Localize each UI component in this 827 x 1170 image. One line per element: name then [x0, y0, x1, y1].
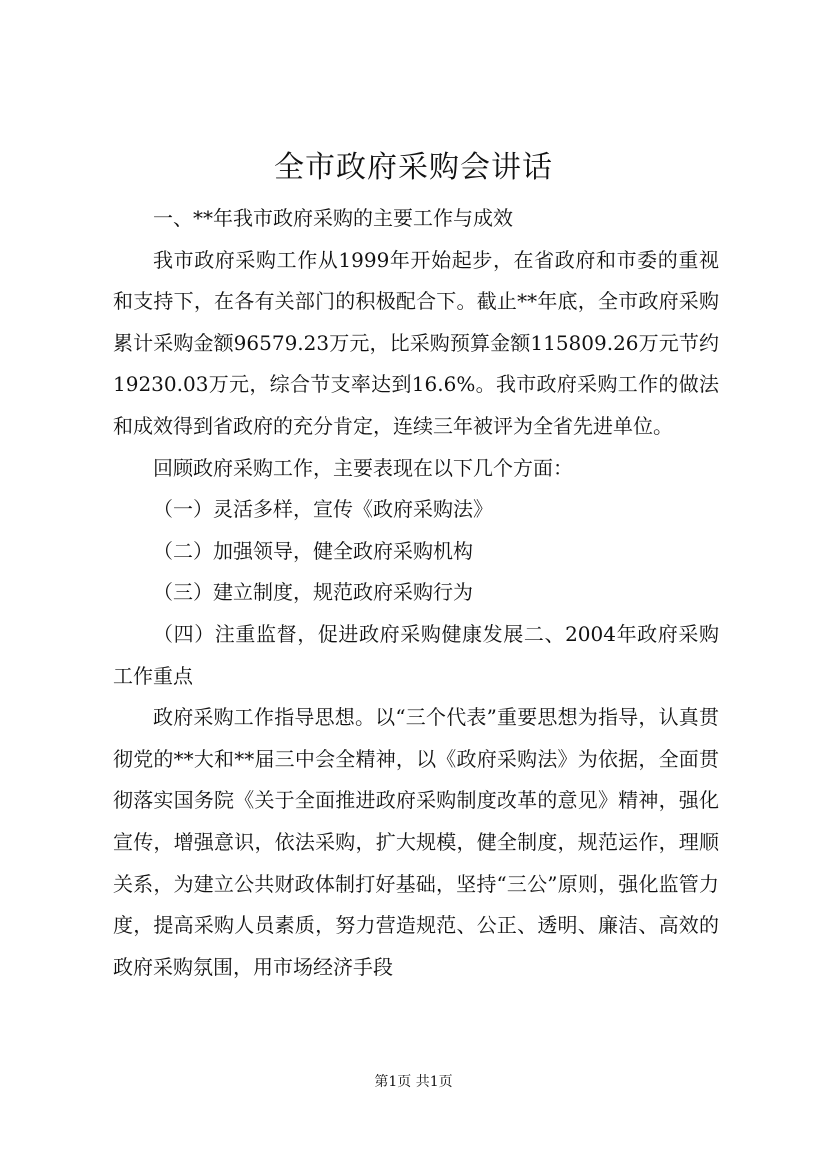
- paragraph-review-intro: 回顾政府采购工作，主要表现在以下几个方面：: [153, 455, 573, 480]
- section-heading-1: 一、**年我市政府采购的主要工作与成效: [153, 206, 513, 230]
- list-item-3: （三）建立制度，规范政府采购行为: [153, 580, 473, 605]
- list-item-2: （二）加强领导，健全政府采购机构: [153, 538, 473, 563]
- page-footer: 第1页 共1页: [374, 1074, 453, 1090]
- paragraph-guiding-thought: 政府采购工作指导思想。以“三个代表”重要思想为指导，认真贯彻党的**大和**届三中会全精神，以《政府采购法》为依据，全面贯彻落实国务院《关于全面推进政府采购制度改革的意见》精神，强化宣传，增强意识，依法采购，扩大规模，健全制度，规范运作，理顺关系，为建立公共财政体制打好基础，坚持“三公”原则，强化监管力度，提高采购人员素质，努力营造规范、公正、透明、廉洁、高效的政府采购氛围，用市场经济手段: [113, 705, 719, 979]
- list-item-1: （一）灵活多样，宣传《政府采购法》: [153, 497, 493, 522]
- document-title: 全市政府采购会讲话: [274, 150, 553, 185]
- document-body: [113, 198, 719, 988]
- paragraph-achievements: 我市政府采购工作从1999年开始起步，在省政府和市委的重视和支持下，在各有关部门的积极配合下。截止**年底，全市政府采购累计采购金额96579.23万元，比采购预算金额115809.26万元节约19230.03万元，综合节支率达到16.6%。我市政府采购工作的做法和成效得到省政府的充分肯定，连续三年被评为全省先进单位。: [113, 247, 719, 438]
- list-item-4: （四）注重监督，促进政府采购健康发展二、2004年政府采购工作重点: [113, 621, 719, 688]
